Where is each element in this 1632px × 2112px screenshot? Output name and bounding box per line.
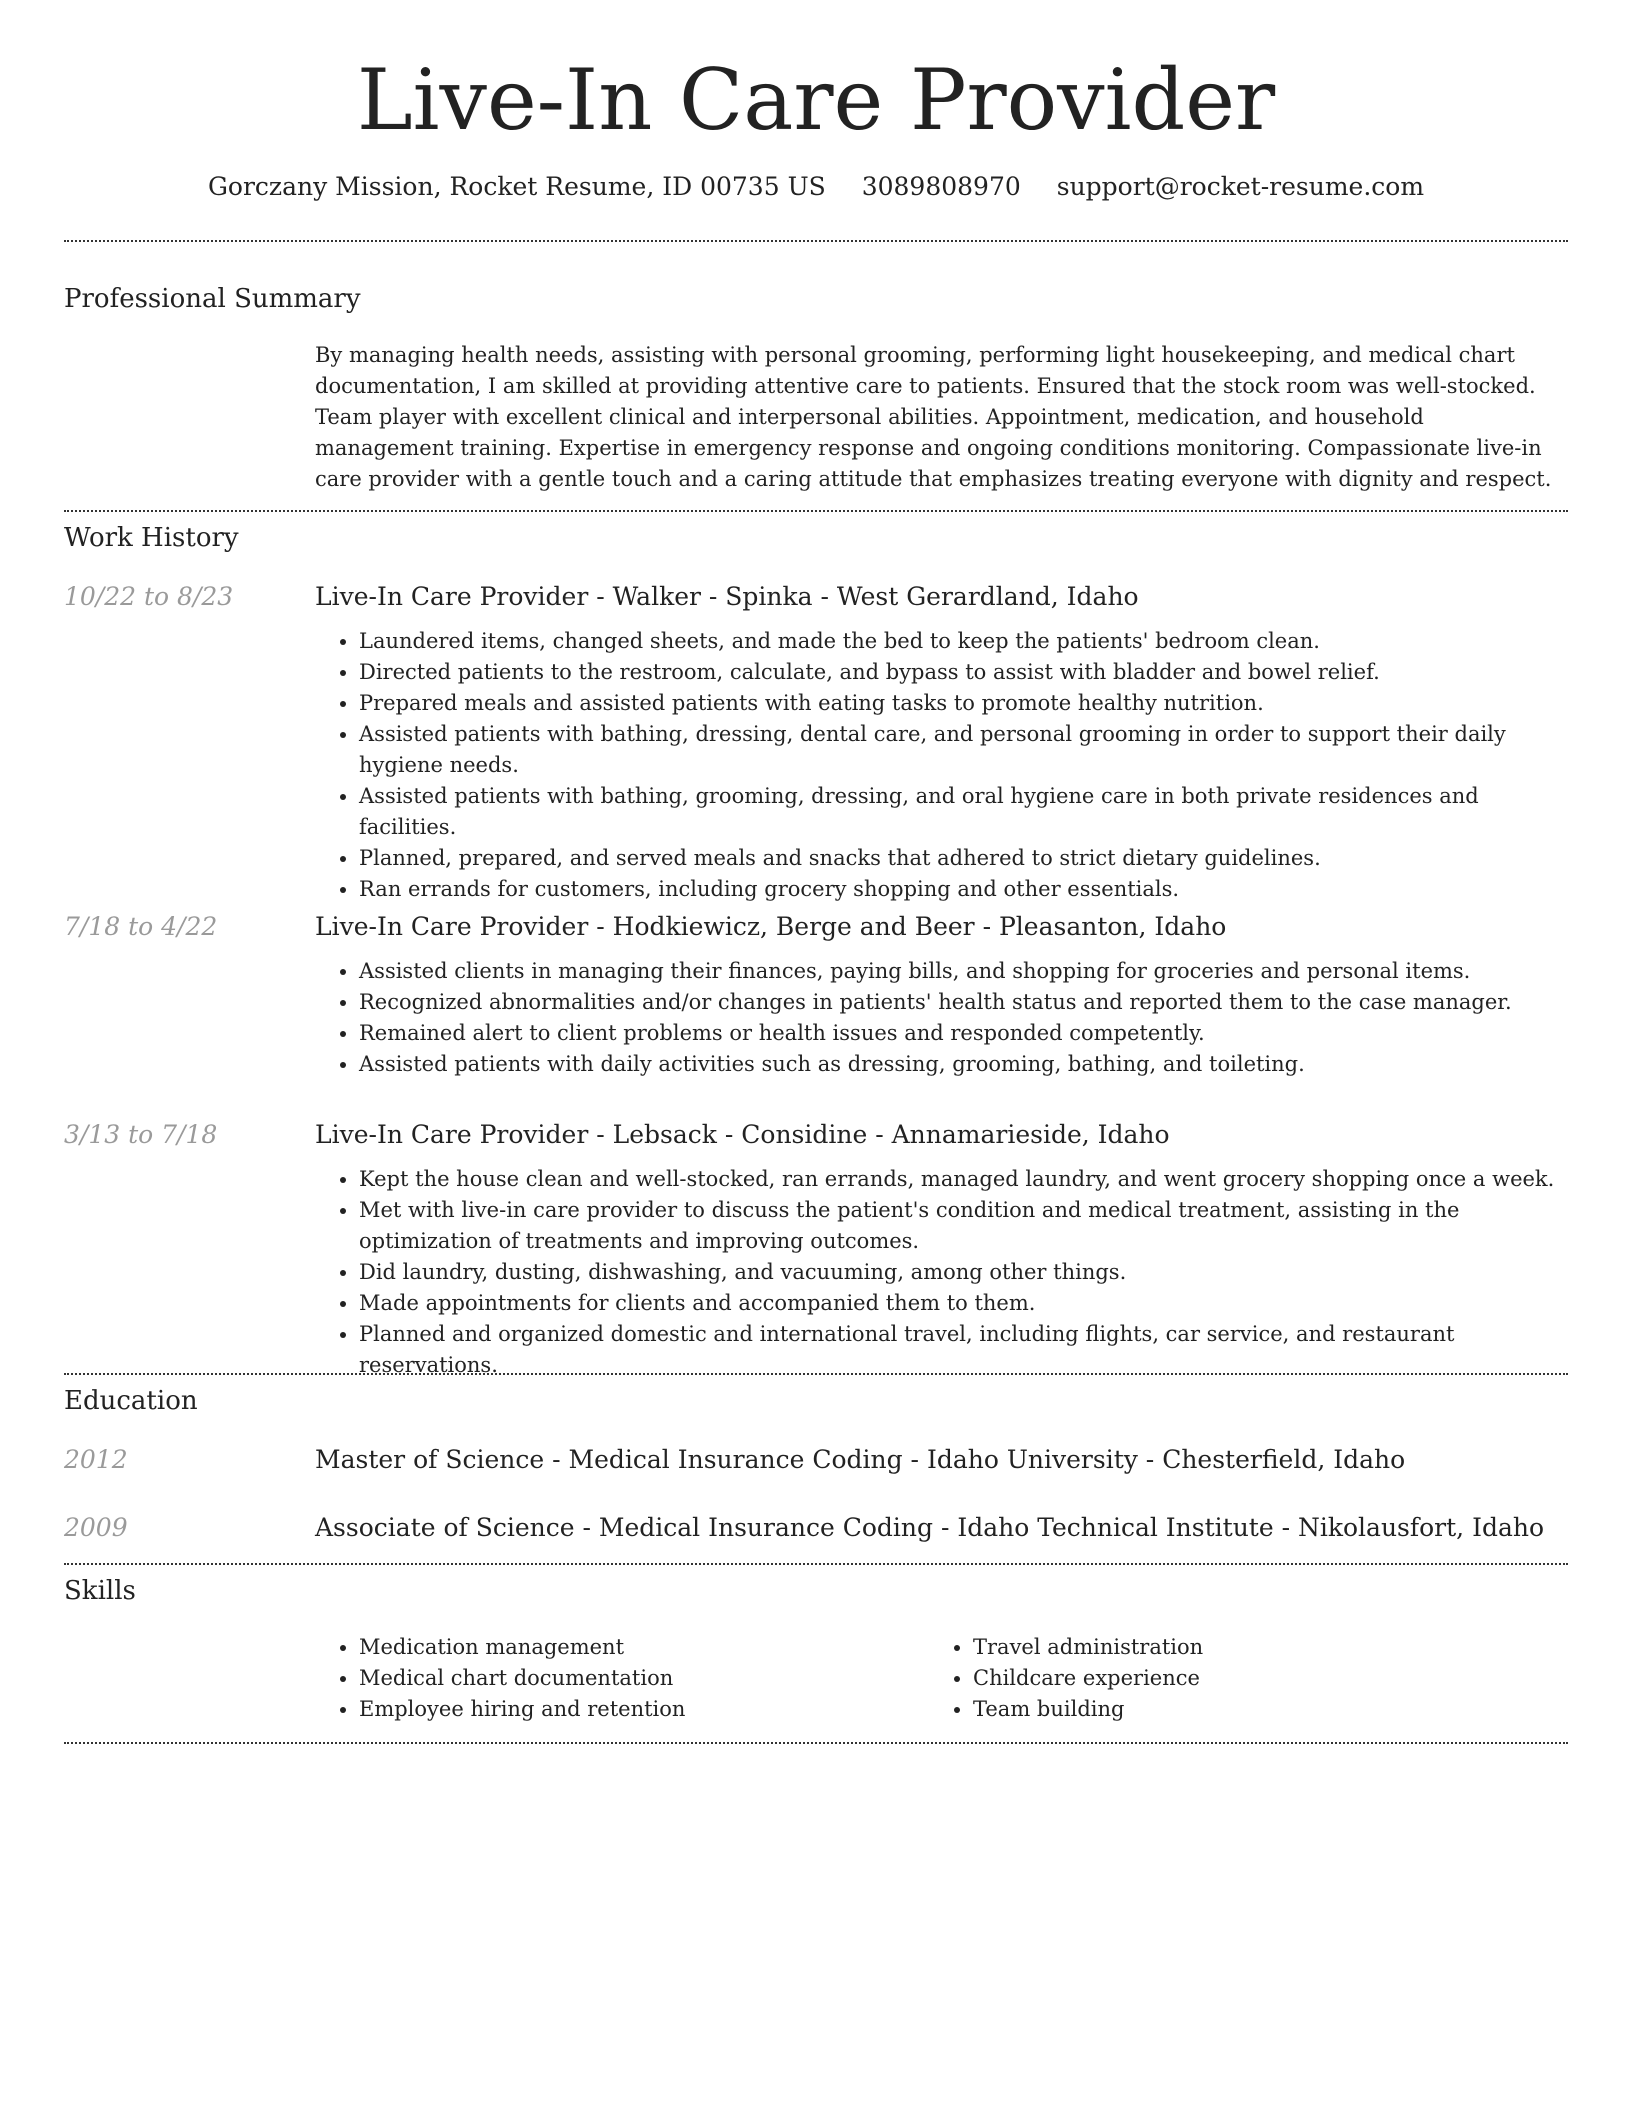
list-item: • Assisted clients in managing their finances, paying bills, and shopping for groceries and personal items.	[359, 956, 1568, 987]
education-title: Associate of Science - Medical Insurance Coding - Idaho Technical Institute - Nikolausfort, Idaho	[315, 1513, 1545, 1542]
list-item: • Directed patients to the restroom, calculate, and bypass to assist with bladder and bowel relief.	[359, 657, 1568, 688]
contact-email: support@rocket-resume.com	[1056, 172, 1425, 201]
skills-column-right	[929, 1632, 1203, 1725]
section-title-summary: Professional Summary	[64, 284, 361, 314]
list-item: • Assisted patients with daily activities such as dressing, grooming, bathing, and toileting.	[359, 1049, 1568, 1080]
section-title-work: Work History	[64, 523, 239, 553]
list-item: • Recognized abnormalities and/or changes in patients' health status and reported them to the case manager.	[359, 987, 1568, 1018]
section-title-skills: Skills	[64, 1576, 136, 1606]
contact-phone: 3089808970	[861, 172, 1021, 201]
job-entry	[315, 582, 1568, 905]
education-entry	[315, 1445, 1568, 1474]
list-item: • Planned and organized domestic and international travel, including flights, car service, and restaurant reservations.	[359, 1319, 1568, 1381]
education-date: 2012	[64, 1445, 128, 1474]
list-item: • Did laundry, dusting, dishwashing, and vacuuming, among other things.	[359, 1257, 1568, 1288]
education-entry	[315, 1513, 1568, 1542]
list-item: • Planned, prepared, and served meals and snacks that adhered to strict dietary guidelines.	[359, 843, 1568, 874]
divider	[64, 1742, 1568, 1744]
list-item: • Employee hiring and retention	[359, 1694, 685, 1725]
contact-line	[64, 172, 1568, 201]
job-bullets	[315, 626, 1568, 905]
education-title: Master of Science - Medical Insurance Coding - Idaho University - Chesterfield, Idaho	[315, 1445, 1406, 1474]
list-item: • Assisted patients with bathing, grooming, dressing, and oral hygiene care in both private residences and facilities.	[359, 781, 1568, 843]
job-title: Live-In Care Provider - Walker - Spinka - West Gerardland, Idaho	[315, 582, 1139, 611]
divider	[64, 510, 1568, 512]
list-item: • Medical chart documentation	[359, 1663, 685, 1694]
list-item: • Assisted patients with bathing, dressing, dental care, and personal grooming in order to support their daily hygiene needs.	[359, 719, 1568, 781]
divider	[64, 240, 1568, 242]
job-entry	[315, 1120, 1568, 1381]
list-item: • Travel administration	[973, 1632, 1203, 1663]
list-item: • Medication management	[359, 1632, 685, 1663]
list-item: • Kept the house clean and well-stocked, ran errands, managed laundry, and went grocery shopping once a week.	[359, 1164, 1568, 1195]
list-item: • Remained alert to client problems or health issues and responded competently.	[359, 1018, 1568, 1049]
divider	[64, 1373, 1568, 1375]
list-item: • Made appointments for clients and accompanied them to them.	[359, 1288, 1568, 1319]
job-date: 10/22 to 8/23	[64, 582, 234, 611]
job-bullets	[315, 1164, 1568, 1381]
section-title-education: Education	[64, 1386, 198, 1416]
job-entry	[315, 912, 1568, 1080]
list-item: • Laundered items, changed sheets, and made the bed to keep the patients' bedroom clean.	[359, 626, 1568, 657]
job-title: Live-In Care Provider - Lebsack - Considine - Annamarieside, Idaho	[315, 1120, 1170, 1149]
list-item: • Met with live-in care provider to discuss the patient's condition and medical treatment, assisting in the optimization of treatments and improving outcomes.	[359, 1195, 1568, 1257]
summary-block	[315, 340, 1568, 495]
skills-column-left	[315, 1632, 685, 1725]
job-date: 3/13 to 7/18	[64, 1120, 218, 1149]
job-date: 7/18 to 4/22	[64, 912, 218, 941]
list-item: • Team building	[973, 1694, 1203, 1725]
candidate-name: Live-In Care Provider	[356, 51, 1276, 149]
list-item: • Childcare experience	[973, 1663, 1203, 1694]
list-item: • Ran errands for customers, including grocery shopping and other essentials.	[359, 874, 1568, 905]
job-bullets	[315, 956, 1568, 1080]
contact-address: Gorczany Mission, Rocket Resume, ID 00735 US	[207, 172, 826, 201]
list-item: • Prepared meals and assisted patients with eating tasks to promote healthy nutrition.	[359, 688, 1568, 719]
education-date: 2009	[64, 1513, 128, 1542]
job-title: Live-In Care Provider - Hodkiewicz, Berge and Beer - Pleasanton, Idaho	[315, 912, 1227, 941]
summary-text: By managing health needs, assisting with personal grooming, performing light housekeeping, and medical chart documentation, I am skilled at providing attentive care to patients. Ensured that the stock room was well-stocked. Team player with excellent clinical and interpersonal abilities. Appointment, medication, and household management training. Expertise in emergency response and ongoing conditions monitoring. Compassionate live-in care provider with a gentle touch and a caring attitude that emphasizes treating everyone with dignity and respect.	[315, 343, 1552, 491]
divider	[64, 1563, 1568, 1565]
